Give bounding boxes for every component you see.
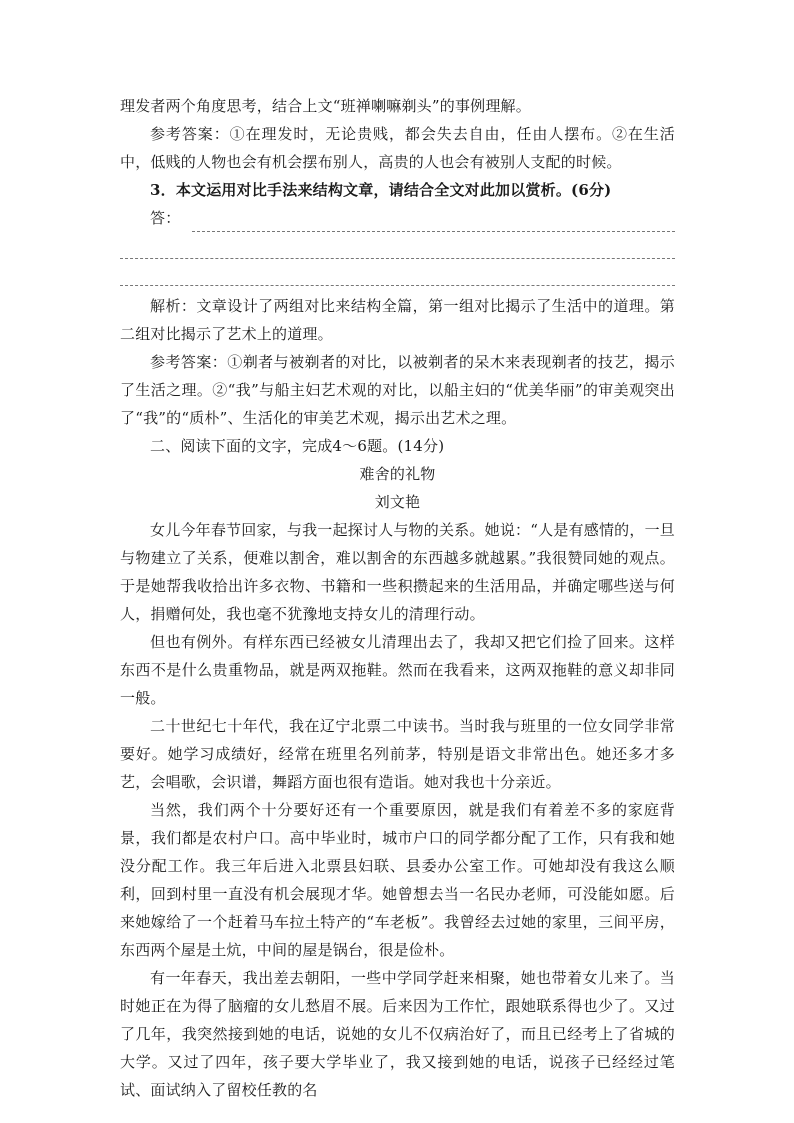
- answer-label: 答：: [150, 209, 181, 227]
- article-paragraph-5: 有一年春天，我出差去朝阳，一些中学同学赶来相聚，她也带着女儿来了。当时她正在为得了脑瘤的女儿愁眉不展。后来因为工作忙，跟她联系得也少了。又过了几年，我突然接到她的电话，说她的女儿不仅病治好了，而且已经考上了省城的大学。又过了四年，孩子要大学毕业了，我又接到她的电话，说孩子已经经过笔试、面试纳入了留校任教的名: [120, 969, 675, 1099]
- article-paragraph-3: 二十世纪七十年代，我在辽宁北票二中读书。当时我与班里的一位女同学非常要好。她学习成绩好，经常在班里名列前茅，特别是语文非常出色。她还多才多艺，会唱歌，会识谱，舞蹈方面也很有造诣。她对我也十分亲近。: [120, 717, 675, 791]
- question-3: 3．本文运用对比手法来结构文章，请结合全文对此加以赏析。(6分): [150, 181, 612, 199]
- article-author: 刘文艳: [374, 493, 421, 511]
- reference-answer-q2: 参考答案：①在理发时，无论贵贱，都会失去自由，任由人摆布。②在生活中，低贱的人物也会有机会摆布别人，高贵的人也会有被别人支配的时候。: [120, 125, 675, 171]
- section-2-heading: 二、阅读下面的文字，完成4～6题。(14分): [150, 437, 445, 455]
- answer-line-3[interactable]: [120, 259, 675, 286]
- analysis-q3: 解析：文章设计了两组对比来结构全篇，第一组对比揭示了生活中的道理。第二组对比揭示了艺术上的道理。: [120, 297, 675, 343]
- document-page: [120, 92, 675, 1104]
- article-paragraph-1: 女儿今年春节回家，与我一起探讨人与物的关系。她说：“人是有感情的，一旦与物建立了关系，便难以割舍，难以割舍的东西越多就越累。”我很赞同她的观点。于是她帮我收拾出许多衣物、书籍和一些积攒起来的生活用品，并确定哪些送与何人，捐赠何处，我也毫不犹豫地支持女儿的清理行动。: [120, 521, 675, 623]
- answer-line-2[interactable]: [120, 232, 675, 259]
- article-paragraph-4: 当然，我们两个十分要好还有一个重要原因，就是我们有着差不多的家庭背景，我们都是农村户口。高中毕业时，城市户口的同学都分配了工作，只有我和她没分配工作。我三年后进入北票县妇联、县委办公室工作。可她却没有我这么顺利，回到村里一直没有机会展现才华。她曾想去当一名民办老师，可没能如愿。后来她嫁给了一个赶着马车拉土特产的“车老板”。我曾经去过她的家里，三间平房，东西两个屋是土炕，中间的屋是锅台，很是俭朴。: [120, 801, 675, 959]
- article-paragraph-2: 但也有例外。有样东西已经被女儿清理出去了，我却又把它们捡了回来。这样东西不是什么贵重物品，就是两双拖鞋。然而在我看来，这两双拖鞋的意义却非同一般。: [120, 633, 675, 707]
- reference-answer-q3: 参考答案：①剃者与被剃者的对比，以被剃者的呆木来表现剃者的技艺，揭示了生活之理。②“我”与船主妇艺术观的对比，以船主妇的“优美华丽”的审美观突出了“我”的“质朴”、生活化的审美艺术观，揭示出艺术之理。: [120, 353, 675, 427]
- previous-analysis-tail: 理发者两个角度思考，结合上文“班禅喇嘛剃头”的事例理解。: [120, 97, 531, 115]
- article-title: 难舍的礼物: [359, 465, 436, 483]
- answer-line-1[interactable]: [120, 204, 675, 232]
- answer-rule: [192, 215, 675, 232]
